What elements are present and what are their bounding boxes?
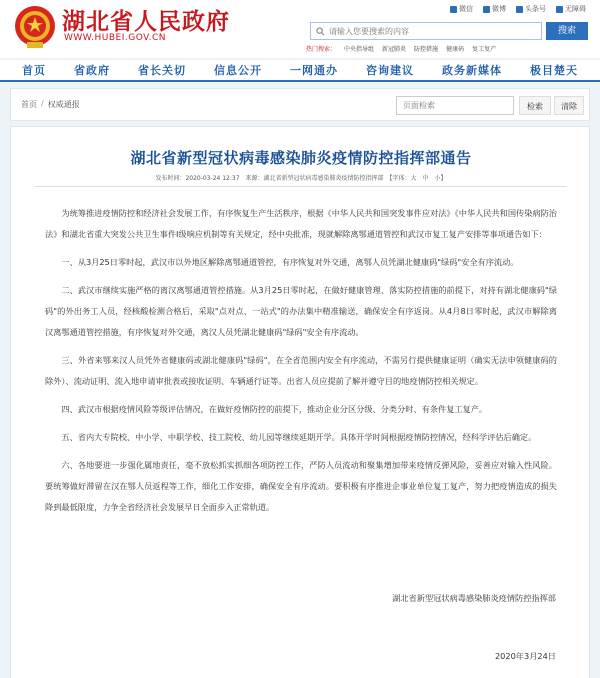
top-link-weibo[interactable]: 微博 bbox=[483, 4, 506, 14]
main-nav bbox=[0, 60, 600, 82]
toutiao-icon bbox=[516, 6, 523, 13]
hot-word[interactable]: 防控措施 bbox=[414, 46, 439, 53]
hot-word[interactable]: 中央指导组 bbox=[344, 46, 375, 53]
paragraph-intro: 为统筹推进疫情防控和经济社会发展工作，有序恢复生产生活秩序，根据《中华人民共和国突发事件应对法》《中华人民共和国传染病防治法》和湖北省重大突发公共卫生事件I级响应机制等有关规定，经中央批准，现就解除离鄂通道管控和武汉市复工复产安排等事项通告如下： bbox=[45, 208, 557, 239]
search-icon bbox=[311, 23, 329, 39]
top-link-toutiao[interactable]: 头条号 bbox=[516, 4, 546, 14]
article-body bbox=[45, 203, 557, 525]
site-search-box bbox=[310, 22, 542, 40]
site-url: WWW.HUBEI.GOV.CN bbox=[64, 33, 167, 43]
paragraph-2: 二、武汉市继续实施严格的离汉离鄂通道管控措施。从3月25日零时起，在做好健康管理、落实防控措施的前提下，对持有湖北健康码"绿码"的外出务工人员，经核酸检测合格后，采取"点对点、一站式"的办法集中精准输送，确保安全有序返岗。从4月8日零时起，武汉市解除离汉离鄂通道管控措施，有序恢复对外交通，离汉人员凭湖北健康码"绿码"安全有序流动。 bbox=[45, 285, 557, 337]
hot-word[interactable]: 新冠肺炎 bbox=[382, 46, 407, 53]
paragraph-1: 一、从3月25日零时起，武汉市以外地区解除离鄂通道管控，有序恢复对外交通，离鄂人员凭湖北健康码"绿码"安全有序流动。 bbox=[61, 257, 519, 267]
breadcrumb-home[interactable]: 首页 bbox=[21, 100, 37, 109]
paragraph-5: 五、省内大专院校、中小学、中职学校、技工院校、幼儿园等继续延期开学。具体开学时间根据疫情防控情况，经科学评估后确定。 bbox=[61, 432, 537, 442]
article-meta: 发布时间：2020-03-24 12:37 来源：湖北省新型冠状病毒感染肺炎疫情防控指挥部 【字体：大 中 小】 bbox=[155, 175, 447, 182]
nav-consult-suggest[interactable]: 咨询建议 bbox=[366, 64, 414, 77]
article-title: 湖北省新型冠状病毒感染肺炎疫情防控指挥部通告 bbox=[130, 149, 472, 167]
nav-home[interactable]: 首页 bbox=[22, 64, 46, 77]
nav-new-media[interactable]: 政务新媒体 bbox=[442, 64, 502, 77]
nav-one-stop-service[interactable]: 一网通办 bbox=[290, 64, 338, 77]
site-search-button[interactable]: 搜索 bbox=[546, 22, 588, 40]
article-signature: 湖北省新型冠状病毒感染肺炎疫情防控指挥部 bbox=[392, 593, 556, 603]
paragraph-3: 三、外省来鄂来汉人员凭外省健康码或湖北健康码"绿码"，在全省范围内安全有序流动，不需另行提供健康证明（确实无法申领健康码的除外）、流动证明、流入地申请审批表或接收证明、车辆通行证等。出省人员应提前了解并遵守目的地疫情防控相关规定。 bbox=[45, 355, 557, 386]
top-links bbox=[450, 4, 586, 14]
hot-search-label: 热门搜索： bbox=[306, 46, 337, 53]
breadcrumb bbox=[21, 99, 80, 110]
breadcrumb-bar bbox=[10, 88, 590, 121]
weibo-icon bbox=[483, 6, 490, 13]
page-search-input[interactable] bbox=[396, 96, 514, 115]
wechat-icon bbox=[450, 6, 457, 13]
nav-governor-concerns[interactable]: 省长关切 bbox=[138, 64, 186, 77]
paragraph-4: 四、武汉市根据疫情风险等级评估情况，在做好疫情防控的前提下，推动企业分区分级、分类分时、有条件复工复产。 bbox=[61, 404, 488, 414]
breadcrumb-section[interactable]: 权威通报 bbox=[47, 100, 80, 109]
page-clear-button[interactable]: 清除 bbox=[554, 96, 584, 115]
nav-province-government[interactable]: 省政府 bbox=[74, 64, 110, 77]
hot-word[interactable]: 健康码 bbox=[446, 46, 465, 53]
article-date: 2020年3月24日 bbox=[494, 651, 556, 661]
paragraph-6: 六、各地要进一步强化属地责任，毫不放松抓实抓细各项防控工作，严防人员流动和聚集增加带来疫情反弹风险，妥善应对输入性风险。要统筹做好滞留在汉在鄂人员返程等工作，细化工作安排，确保安全有序流动。要积极有序推进企事业单位复工复产，努力把疫情造成的损失降到最低限度，力争全省经济社会发展早日全面步入正常轨道。 bbox=[45, 460, 557, 512]
breadcrumb-separator: / bbox=[41, 99, 44, 108]
site-header bbox=[0, 0, 600, 58]
top-link-accessibility[interactable]: 无障碍 bbox=[556, 4, 586, 14]
hot-word[interactable]: 复工复产 bbox=[472, 46, 497, 53]
site-title[interactable]: 湖北省人民政府 bbox=[62, 8, 230, 35]
nav-jimu-chutian[interactable]: 极目楚天 bbox=[530, 64, 578, 77]
article bbox=[10, 126, 590, 678]
national-emblem-icon bbox=[13, 4, 57, 50]
top-link-wechat[interactable]: 微信 bbox=[450, 4, 473, 14]
hot-search-words bbox=[306, 44, 496, 53]
accessibility-icon bbox=[556, 6, 563, 13]
page-search-button[interactable]: 检索 bbox=[519, 96, 551, 115]
divider bbox=[35, 186, 567, 187]
site-search-input[interactable] bbox=[329, 27, 529, 36]
nav-info-disclosure[interactable]: 信息公开 bbox=[214, 64, 262, 77]
